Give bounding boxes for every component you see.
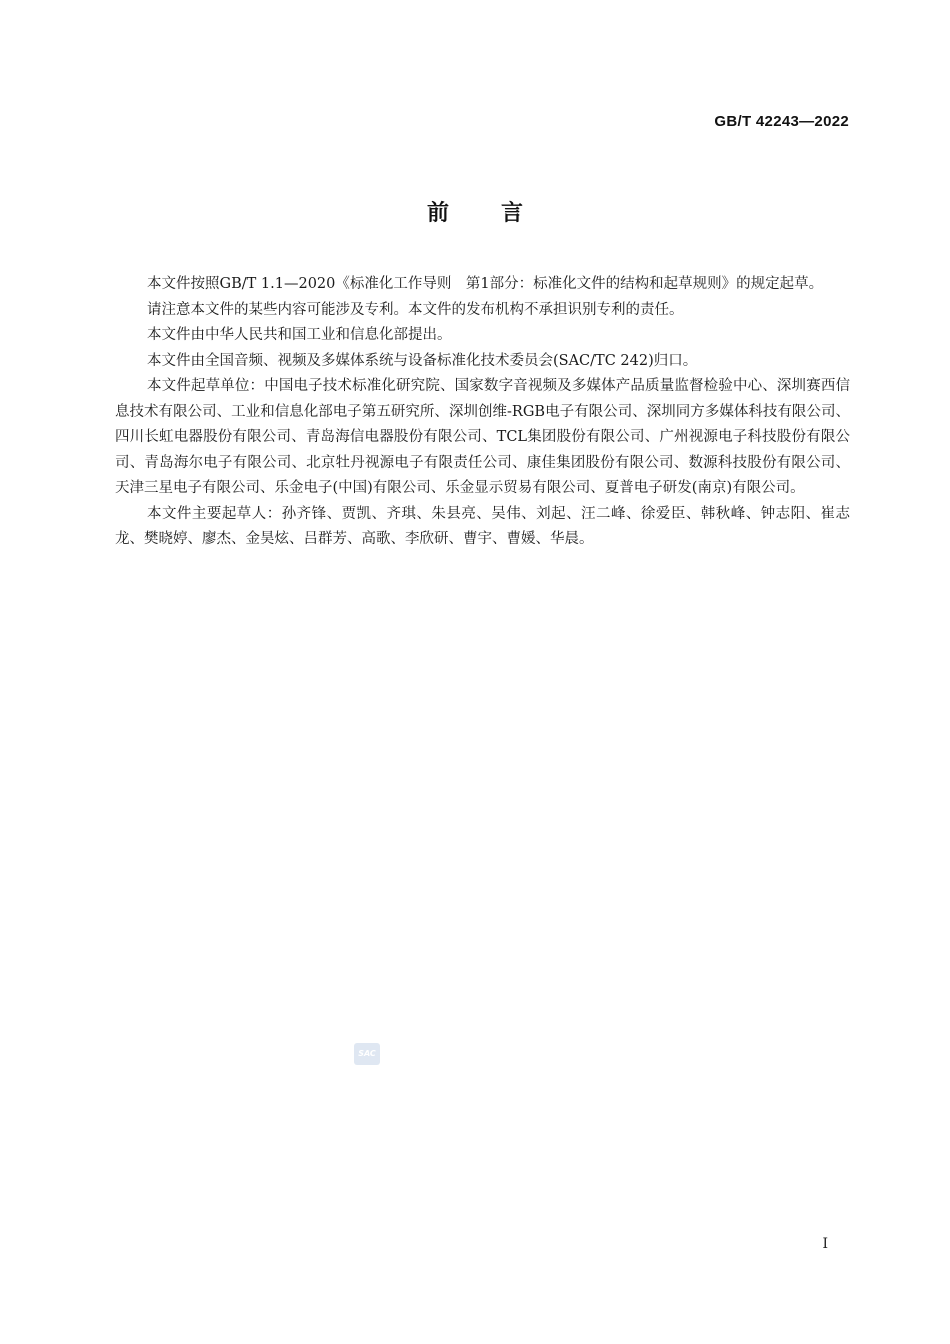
sac-watermark-logo: SAC bbox=[354, 1043, 380, 1065]
paragraph-drafting-rules: 本文件按照GB/T 1.1—2020《标准化工作导则 第1部分：标准化文件的结构和起草规则》的规定起草。 bbox=[147, 276, 824, 292]
standard-code: GB/T 42243—2022 bbox=[714, 113, 849, 130]
foreword-body bbox=[115, 272, 850, 553]
page-title: 前言 bbox=[426, 201, 575, 226]
paragraph-main-drafters: 本文件主要起草人：孙齐锋、贾凯、齐琪、朱县亮、吴伟、刘起、汪二峰、徐爱臣、韩秋峰、钟志阳、崔志龙、樊晓婷、廖杰、金昊炫、吕群芳、高歌、李欣研、曹宇、曹媛、华晨。 bbox=[115, 505, 850, 547]
paragraph-drafting-organizations: 本文件起草单位：中国电子技术标准化研究院、国家数字音视频及多媒体产品质量监督检验中心、深圳赛西信息技术有限公司、工业和信息化部电子第五研究所、深圳创维-RGB电子有限公司、深圳同方多媒体科技有限公司、四川长虹电器股份有限公司、青岛海信电器股份有限公司、TCL集团股份有限公司、广州视源电子科技股份有限公司、青岛海尔电子有限公司、北京牡丹视源电子有限责任公司、康佳集团股份有限公司、数源科技股份有限公司、天津三星电子有限公司、乐金电子(中国)有限公司、乐金显示贸易有限公司、夏普电子研发(南京)有限公司。 bbox=[115, 378, 850, 496]
paragraph-patent-notice: 请注意本文件的某些内容可能涉及专利。本文件的发布机构不承担识别专利的责任。 bbox=[147, 301, 684, 318]
paragraph-proposer: 本文件由中华人民共和国工业和信息化部提出。 bbox=[147, 327, 452, 343]
paragraph-technical-committee: 本文件由全国音频、视频及多媒体系统与设备标准化技术委员会(SAC/TC 242)归口。 bbox=[147, 352, 698, 369]
page-number: I bbox=[822, 1236, 828, 1252]
